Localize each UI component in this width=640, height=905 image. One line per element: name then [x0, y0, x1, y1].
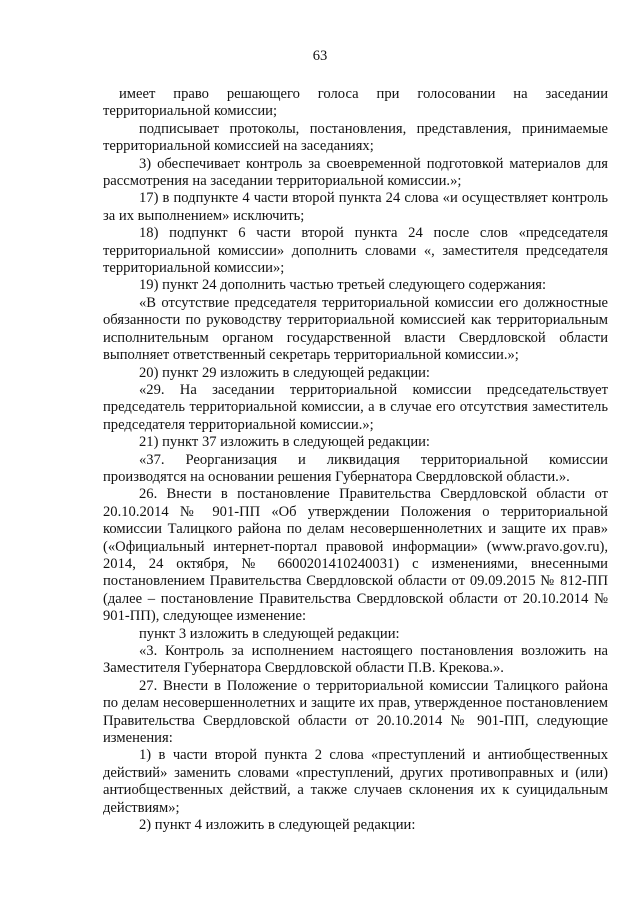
paragraph-item-18: 18) подпункт 6 части второй пункта 24 после слов «председателя территориальной комиссии» дополнить словами «, заместителя председателя территориальной комиссии»; [103, 225, 608, 277]
document-body [103, 86, 608, 834]
paragraph-signs-protocols: подписывает протоколы, постановления, представления, принимаемые территориальной комиссией на заседаниях; [103, 120, 608, 155]
paragraph-section-27-item-1: 1) в части второй пункта 2 слова «преступлений и антиобщественных действий» заменить словами «преступлений, других противоправных и (или) антиобщественных действий, а также случаев склонения их к суицидальным действиям»; [103, 747, 608, 816]
paragraph-item-19: 19) пункт 24 дополнить частью третьей следующего содержания: [139, 277, 547, 294]
paragraph-item-20-quote: «29. На заседании территориальной комиссии председательствует председатель территориальной комиссии, а в случае его отсутствия заместитель председателя территориальной комиссии.»; [103, 381, 608, 433]
paragraph-section-26-item-3: пункт 3 изложить в следующей редакции: [139, 625, 400, 642]
paragraph-item-19-quote: «В отсутствие председателя территориальной комиссии его должностные обязанности по руководству территориальной комиссией как территориальным исполнительным органом государственной власти Свердловской области выполняет ответственный секретарь территориальной комиссии.»; [103, 294, 608, 364]
paragraph-section-26: 26. Внести в постановление Правительства Свердловской области от 20.10.2014 № 901-ПП «Об утверждении Положения о территориальной комиссии Талицкого района по делам несовершеннолетних и защите их прав» («Официальный интернет-портал правовой информации» (www.pravo.gov.ru), 2014, 24 октября, № 6600201410240031) с изменениями, внесенными постановлением Правительства Свердловской области от 09.09.2015 № 812-ПП (далее – постановление Правительства Свердловской области от 20.10.2014 № 901-ПП), следующее изменение: [103, 486, 608, 625]
paragraph-item-17: 17) в подпункте 4 части второй пункта 24 слова «и осуществляет контроль за их выполнением» исключить; [103, 190, 608, 224]
paragraph-section-27: 27. Внести в Положение о территориальной комиссии Талицкого района по делам несовершеннолетних и защите их прав, утвержденное постановлением Правительства Свердловской области от 20.10.2014 № 901-ПП, следующие изменения: [103, 677, 608, 747]
paragraph-voting-right: имеет право решающего голоса при голосовании на заседании территориальной комиссии; [103, 86, 608, 120]
paragraph-section-26-quote: «3. Контроль за исполнением настоящего постановления возложить на Заместителя Губернатора Свердловской области П.В. Крекова.». [103, 643, 608, 677]
paragraph-item-21-quote: «37. Реорганизация и ликвидация территориальной комиссии производятся на основании решения Губернатора Свердловской области.». [103, 451, 608, 485]
paragraph-section-27-item-2: 2) пункт 4 изложить в следующей редакции: [139, 817, 416, 834]
page-number: 63 [312, 48, 328, 64]
paragraph-item-20: 20) пункт 29 изложить в следующей редакции: [139, 364, 430, 381]
paragraph-item-21: 21) пункт 37 изложить в следующей редакции: [139, 434, 430, 451]
paragraph-ensures-control: 3) обеспечивает контроль за своевременной подготовкой материалов для рассмотрения на заседании территориальной комиссии.»; [103, 155, 608, 190]
